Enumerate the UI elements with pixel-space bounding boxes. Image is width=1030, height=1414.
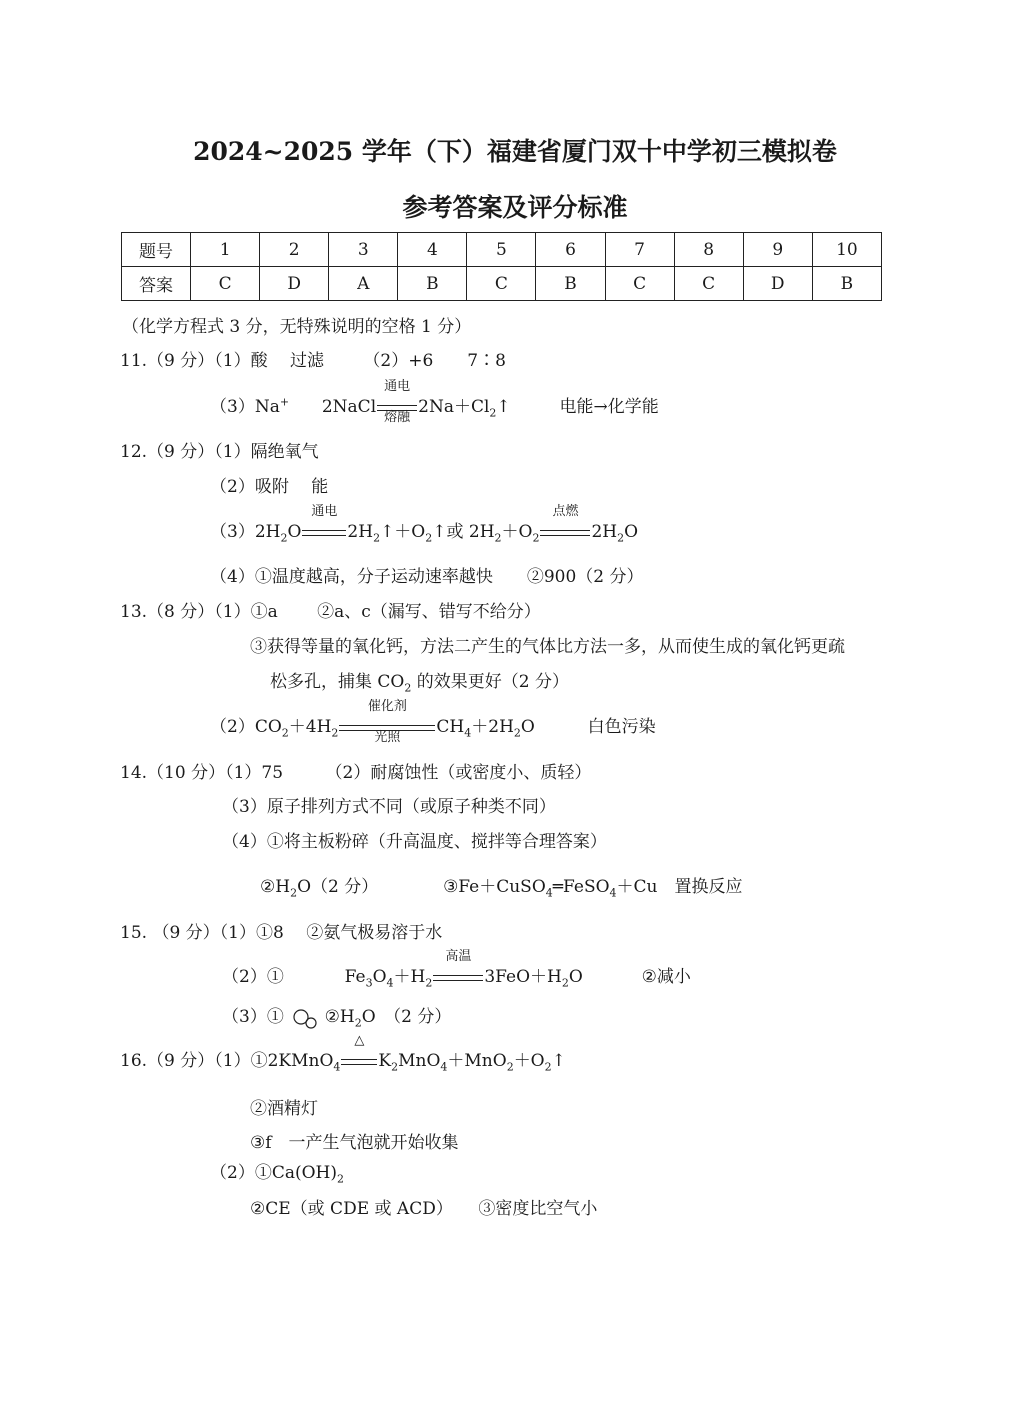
q13-line3-a: 松多孔，捕集 CO bbox=[270, 672, 405, 692]
q12-eq2-top: 点燃 bbox=[552, 504, 579, 519]
q11-eq-sub: 2 bbox=[489, 406, 497, 420]
table-answer-label: 答案 bbox=[122, 267, 191, 301]
q14-line1: 14.（10 分）（1）75 （2）耐腐蚀性（或密度小、质轻） bbox=[120, 763, 592, 783]
table-answer: C bbox=[467, 267, 536, 301]
scoring-note: （化学方程式 3 分，无特殊说明的空格 1 分） bbox=[122, 317, 472, 337]
table-answer: D bbox=[260, 267, 329, 301]
q12-eq2-condition bbox=[539, 504, 591, 542]
q14-line4-d: ═FeSO bbox=[552, 877, 610, 897]
q13-line1: 13.（8 分）（1）①a ②a、c（漏写、错写不给分） bbox=[120, 602, 541, 622]
answer-table bbox=[121, 232, 882, 301]
q13-tail: 白色污染 bbox=[587, 717, 656, 737]
q11-eq-top: 通电 bbox=[384, 379, 411, 394]
q12-line4: （4）①温度越高，分子运动速率越快 ②900（2 分） bbox=[210, 567, 644, 587]
q13-eq-top: 催化剂 bbox=[367, 699, 407, 714]
table-row-numbers bbox=[122, 233, 882, 267]
q12-line1: 12.（9 分）（1）隔绝氧气 bbox=[120, 442, 319, 462]
table-number: 5 bbox=[467, 233, 536, 267]
table-number: 1 bbox=[191, 233, 260, 267]
page-subtitle: 参考答案及评分标准 bbox=[402, 193, 628, 222]
q15-line3: （3）① $②H_2O$ （2 分） bbox=[222, 1007, 452, 1030]
q15-line3-b: ②H bbox=[324, 1007, 355, 1027]
q16-line4: $(2)①Ca(OH)_2$ bbox=[210, 1163, 344, 1186]
q16-line5: ②CE（或 CDE 或 ACD） ③密度比空气小 bbox=[250, 1199, 598, 1219]
q14-line4-a: ②H bbox=[260, 877, 291, 897]
q13-eq-line: $(2)CO_2+4H_2$ 催化剂 光照 $CH_4+2H_2O$ 白色污染 bbox=[210, 699, 656, 745]
q11-line1: 11.（9 分）（1）酸 过滤 （2）+6 7∶8 bbox=[120, 351, 506, 371]
molecule-diagram-icon bbox=[289, 1008, 319, 1028]
q14-line4-b: O（2 分） bbox=[297, 877, 379, 897]
table-number: 9 bbox=[743, 233, 812, 267]
q12-eq1-top: 通电 bbox=[311, 504, 338, 519]
q11-p3-prefix: （3）Na bbox=[210, 397, 280, 417]
q11-p3-sup: + bbox=[279, 395, 290, 409]
table-answer: D bbox=[743, 267, 812, 301]
q12-line2: （2）吸附 能 bbox=[210, 477, 329, 497]
q11-eq-right: 2Na＋Cl bbox=[418, 397, 490, 417]
q13-eq-bottom: 光照 bbox=[374, 730, 401, 745]
table-number: 3 bbox=[329, 233, 398, 267]
q11-tail: 电能→化学能 bbox=[559, 397, 659, 417]
q15-eq-condition bbox=[432, 949, 484, 987]
q11-eq-bottom: 熔融 bbox=[384, 410, 411, 425]
q13-eq-condition bbox=[338, 699, 436, 745]
table-number: 10 bbox=[812, 233, 881, 267]
q16-line2: ②酒精灯 bbox=[250, 1099, 318, 1119]
q11-eq-left: 2NaCl bbox=[321, 397, 377, 417]
q15-line2-tail: ②减小 bbox=[641, 967, 691, 987]
q14-line4: $②H_2O(2$ 分） ③Fe＋CuSO$_4$═FeSO$_4$＋Cu 置换反应 bbox=[260, 877, 743, 900]
table-answer: C bbox=[191, 267, 260, 301]
q14-line3: （4）①将主板粉碎（升高温度、搅拌等合理答案） bbox=[222, 832, 607, 852]
table-number: 7 bbox=[605, 233, 674, 267]
q14-line4-c: ③Fe＋CuSO bbox=[443, 877, 546, 897]
table-number: 8 bbox=[674, 233, 743, 267]
q15-line3-prefix: （3）① bbox=[222, 1007, 284, 1027]
q16-line1-prefix: 16.（9 分）（1）①2KMnO bbox=[120, 1051, 334, 1071]
table-answer: C bbox=[605, 267, 674, 301]
table-answer: C bbox=[674, 267, 743, 301]
q12-p3-prefix: （3）2H bbox=[210, 522, 281, 542]
table-header-label: 题号 bbox=[122, 233, 191, 267]
q15-line3-c: O （2 分） bbox=[361, 1007, 452, 1027]
table-answer: A bbox=[329, 267, 398, 301]
q16-line4-a: （2）①Ca(OH) bbox=[210, 1163, 337, 1183]
q11-line3 bbox=[210, 379, 659, 425]
table-number: 2 bbox=[260, 233, 329, 267]
q13-line3-b: 的效果更好（2 分） bbox=[411, 672, 569, 692]
table-answer: B bbox=[536, 267, 605, 301]
table-row-answers bbox=[122, 267, 882, 301]
table-answer: B bbox=[398, 267, 467, 301]
q15-line1: 15. （9 分）（1）①8 ②氨气极易溶于水 bbox=[120, 923, 443, 943]
table-number: 4 bbox=[398, 233, 467, 267]
q13-line3: 松多孔，捕集 $CO_2$ 的效果更好（2 分） bbox=[270, 672, 569, 695]
q12-eq1-condition bbox=[301, 504, 347, 542]
q16-line1: 16.（9 分）（1）①2KMnO$_4$ △ $K_2MnO_4+MnO_2+O_2↑$ bbox=[120, 1033, 566, 1074]
q16-line3: ③f 一产生气泡就开始收集 bbox=[250, 1133, 459, 1153]
q16-eq-condition bbox=[340, 1033, 378, 1071]
q13-line2: ③获得等量的氧化钙，方法二产生的气体比方法一多，从而使生成的氧化钙更疏 bbox=[250, 637, 845, 657]
q11-eq-arrow: ↑ bbox=[496, 397, 511, 417]
q15-eq-top: 高温 bbox=[445, 949, 472, 964]
q14-line2: （3）原子排列方式不同（或原子种类不同） bbox=[222, 797, 556, 817]
q14-line4-e: ＋Cu 置换反应 bbox=[616, 877, 743, 897]
table-number: 6 bbox=[536, 233, 605, 267]
q15-line2: （2）① $Fe_3O_4+H_2$ 高温 $3FeO+H_2O$ ②减小 bbox=[222, 949, 691, 990]
page-title: 2024~2025 学年（下）福建省厦门双十中学初三模拟卷 bbox=[193, 137, 837, 166]
q15-line2-prefix: （2）① bbox=[222, 967, 284, 987]
q16-eq-top: △ bbox=[354, 1033, 365, 1048]
q11-eq-condition bbox=[376, 379, 418, 425]
table-answer: B bbox=[812, 267, 881, 301]
q12-line3: $(3)2H_2O$ 通电 $2H_2↑+O_2↑$或 $2H_2+O_2$ 点燃 $2H_2O$ bbox=[210, 504, 639, 545]
